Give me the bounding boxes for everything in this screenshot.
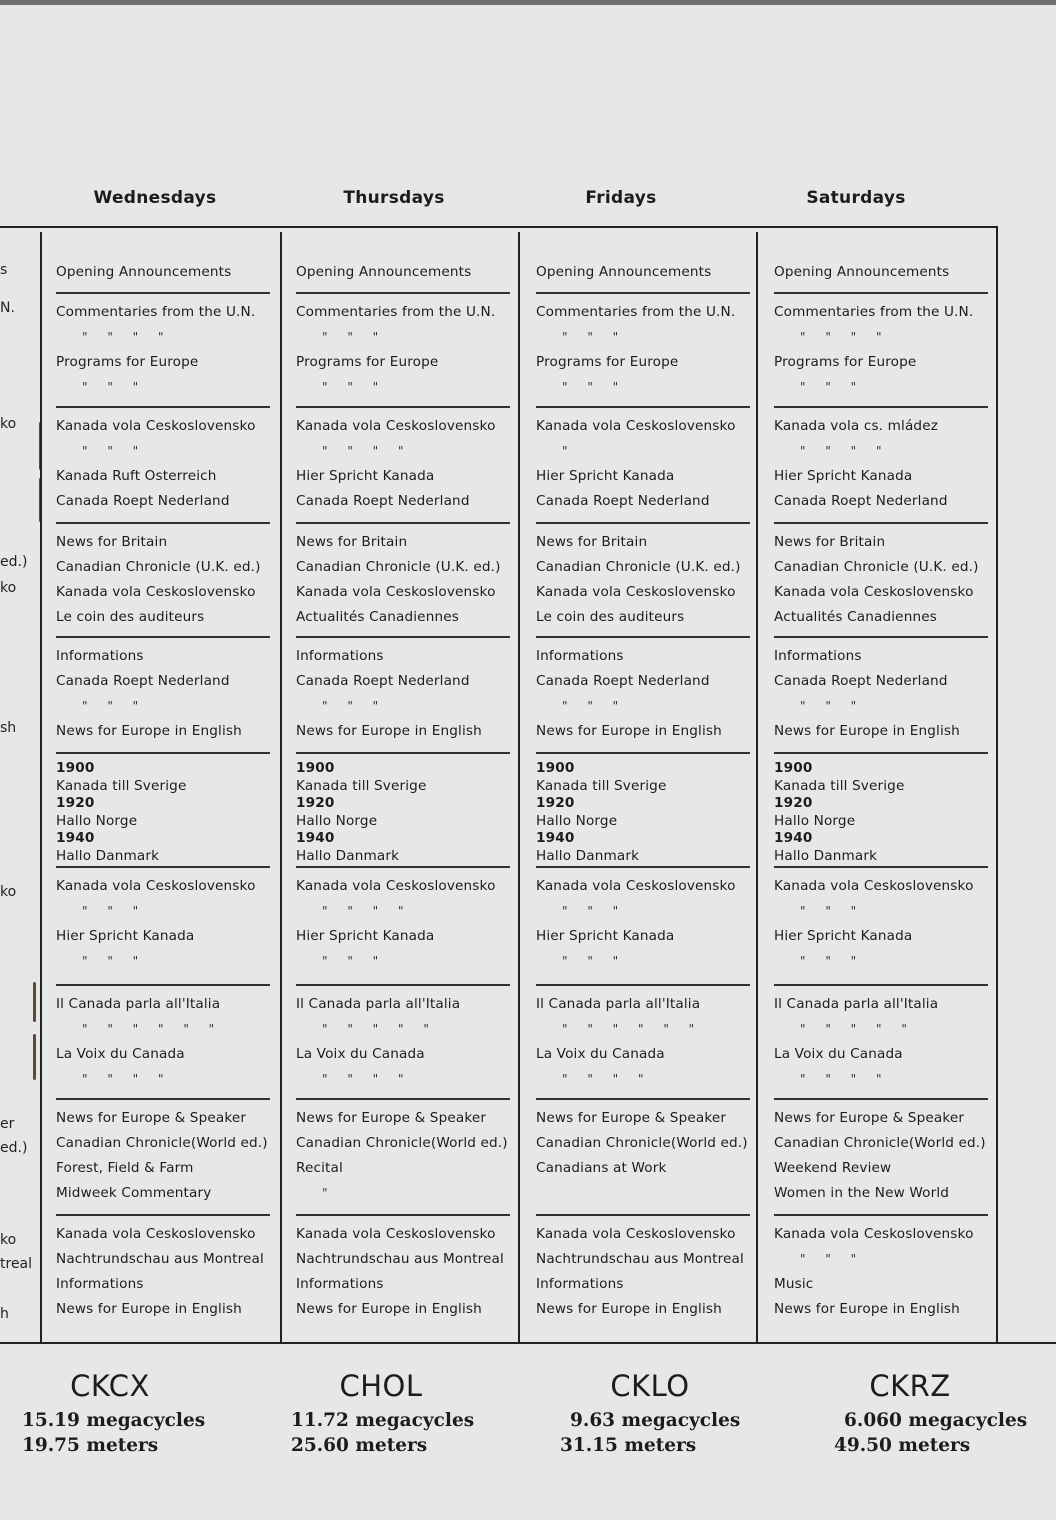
program-name: News for Europe in English	[56, 1301, 242, 1317]
block-separator	[56, 1214, 270, 1216]
program-name: Opening Announcements	[536, 264, 712, 280]
program-name: Hier Spricht Kanada	[536, 928, 675, 944]
program-name: Canada Roept Nederland	[56, 493, 230, 509]
program-block	[56, 260, 270, 285]
program-block	[536, 992, 750, 1092]
program-name: Le coin des auditeurs	[56, 609, 205, 625]
column-divider	[280, 232, 282, 1342]
program-block	[536, 874, 750, 974]
block-separator	[536, 1214, 750, 1216]
program-block	[296, 414, 510, 514]
station-call-sign: CKLO	[610, 1369, 690, 1403]
program-block	[774, 644, 988, 744]
program-block	[296, 300, 510, 400]
program-block	[536, 1106, 750, 1181]
program-name: La Voix du Canada	[774, 1046, 903, 1062]
program-name: News for Europe & Speaker	[536, 1110, 727, 1126]
program-name: News for Britain	[536, 534, 648, 550]
program-name: News for Europe in English	[536, 1301, 722, 1317]
edge-text-fragment: sh	[0, 720, 17, 736]
block-separator	[774, 636, 988, 638]
program-block	[774, 1106, 988, 1206]
program-name: News for Britain	[296, 534, 408, 550]
binding-staple	[33, 982, 36, 1022]
block-separator	[56, 866, 270, 868]
program-time: 1940	[56, 830, 95, 846]
binding-staple	[33, 1034, 36, 1080]
program-block	[296, 992, 510, 1092]
station-ckrz	[800, 1366, 1040, 1458]
schedule-column-saturday	[774, 232, 988, 1342]
ditto-marks: "	[322, 1186, 328, 1200]
program-name: Informations	[536, 648, 624, 664]
program-name: La Voix du Canada	[56, 1046, 185, 1062]
program-time: 1900	[774, 760, 813, 776]
table-right-border	[996, 226, 998, 1342]
program-name: Canada Roept Nederland	[56, 673, 230, 689]
ditto-marks: " " "	[562, 954, 619, 968]
program-name: Music	[774, 1276, 814, 1292]
program-name: Canada Roept Nederland	[536, 673, 710, 689]
program-block	[774, 874, 988, 974]
schedule-column-thursday	[296, 232, 510, 1342]
station-wavelength: 25.60 meters	[291, 1435, 428, 1456]
program-name: Il Canada parla all'Italia	[296, 996, 461, 1012]
block-separator	[296, 522, 510, 524]
program-name: Canadian Chronicle(World ed.)	[774, 1135, 986, 1151]
program-block	[536, 644, 750, 744]
station-wavelength: 49.50 meters	[834, 1435, 971, 1456]
program-block	[56, 992, 270, 1092]
program-block	[296, 874, 510, 974]
program-block	[774, 260, 988, 285]
program-block	[296, 644, 510, 744]
program-time: 1920	[774, 795, 813, 811]
edge-text-fragment: treal	[0, 1256, 33, 1272]
block-separator	[56, 1098, 270, 1100]
program-name: Kanada vola Ceskoslovensko	[56, 878, 256, 894]
program-name: Informations	[56, 1276, 144, 1292]
edge-text-fragment: er	[0, 1116, 15, 1132]
block-separator	[296, 752, 510, 754]
ditto-marks: " " "	[82, 444, 139, 458]
program-time: 1920	[56, 795, 95, 811]
edge-text-fragment: N.	[0, 300, 15, 316]
program-name: Hier Spricht Kanada	[296, 928, 435, 944]
station-wavelength: 19.75 meters	[22, 1435, 159, 1456]
block-separator	[296, 636, 510, 638]
program-name: Hier Spricht Kanada	[774, 468, 913, 484]
ditto-marks: "	[562, 444, 568, 458]
program-name: Kanada Ruft Osterreich	[56, 468, 217, 484]
program-name: Informations	[774, 648, 862, 664]
program-name: News for Europe in English	[774, 1301, 960, 1317]
program-block	[56, 300, 270, 400]
ditto-marks: " " " " " "	[562, 1022, 695, 1036]
program-name: Kanada vola Ceskoslovensko	[56, 1226, 256, 1242]
day-header-wednesday: Wednesdays	[93, 188, 217, 208]
ditto-marks: " " "	[322, 954, 379, 968]
ditto-marks: " " " " " "	[82, 1022, 215, 1036]
program-block	[56, 1106, 270, 1206]
block-separator	[774, 1098, 988, 1100]
program-name: Canadian Chronicle (U.K. ed.)	[296, 559, 501, 575]
program-name: News for Europe in English	[774, 723, 960, 739]
block-separator	[56, 522, 270, 524]
program-block	[774, 414, 988, 514]
ditto-marks: " " "	[800, 699, 857, 713]
program-name: Informations	[296, 648, 384, 664]
station-call-sign: CKRZ	[869, 1369, 951, 1403]
program-name: Hallo Danmark	[296, 848, 400, 864]
program-name: Le coin des auditeurs	[536, 609, 685, 625]
program-name: Hallo Norge	[536, 813, 618, 829]
ditto-marks: " " "	[562, 699, 619, 713]
block-separator	[536, 636, 750, 638]
block-separator	[536, 984, 750, 986]
program-name: Forest, Field & Farm	[56, 1160, 194, 1176]
block-separator	[296, 292, 510, 294]
block-separator	[774, 522, 988, 524]
block-separator	[56, 292, 270, 294]
block-separator	[536, 522, 750, 524]
table-top-rule	[0, 226, 998, 228]
block-separator	[774, 292, 988, 294]
program-name: Programs for Europe	[536, 354, 679, 370]
block-separator	[774, 1214, 988, 1216]
ditto-marks: " " "	[800, 1252, 857, 1266]
ditto-marks: " " "	[800, 954, 857, 968]
program-name: News for Britain	[56, 534, 168, 550]
station-cklo	[540, 1366, 780, 1458]
program-block	[536, 414, 750, 514]
ditto-marks: " " " "	[322, 444, 404, 458]
block-separator	[536, 292, 750, 294]
program-name: Il Canada parla all'Italia	[56, 996, 221, 1012]
day-header-friday: Fridays	[585, 188, 657, 208]
program-name: Kanada vola Ceskoslovensko	[296, 584, 496, 600]
ditto-marks: " " "	[562, 380, 619, 394]
program-name: Canadians at Work	[536, 1160, 667, 1176]
program-name: Kanada vola Ceskoslovensko	[296, 418, 496, 434]
program-name: Recital	[296, 1160, 343, 1176]
ditto-marks: " " " "	[82, 1072, 164, 1086]
program-time: 1940	[774, 830, 813, 846]
block-separator	[774, 984, 988, 986]
program-name: Canadian Chronicle(World ed.)	[56, 1135, 268, 1151]
edge-text-fragment: h	[0, 1306, 9, 1322]
program-name: Hallo Danmark	[774, 848, 878, 864]
program-name: Kanada vola Ceskoslovensko	[536, 418, 736, 434]
program-name: Opening Announcements	[296, 264, 472, 280]
program-name: Women in the New World	[774, 1185, 950, 1201]
program-name: Programs for Europe	[56, 354, 199, 370]
ditto-marks: " " "	[82, 380, 139, 394]
program-name: Hier Spricht Kanada	[296, 468, 435, 484]
ditto-marks: " " " "	[800, 330, 882, 344]
program-name: Commentaries from the U.N.	[56, 304, 256, 320]
program-name: La Voix du Canada	[296, 1046, 425, 1062]
ditto-marks: " " " "	[800, 444, 882, 458]
program-name: Kanada till Sverige	[774, 778, 905, 794]
program-block	[536, 1222, 750, 1322]
program-name: Informations	[536, 1276, 624, 1292]
program-block	[56, 414, 270, 514]
block-separator	[296, 1214, 510, 1216]
program-name: Nachtrundschau aus Montreal	[536, 1251, 744, 1267]
program-name: Programs for Europe	[296, 354, 439, 370]
ditto-marks: " " " "	[322, 904, 404, 918]
program-name: Canadian Chronicle(World ed.)	[296, 1135, 508, 1151]
day-header-saturday: Saturdays	[806, 188, 906, 208]
page-top-edge	[0, 0, 1056, 5]
program-name: Kanada vola Ceskoslovensko	[56, 418, 256, 434]
program-block	[56, 874, 270, 974]
program-time: 1900	[56, 760, 95, 776]
ditto-marks: " " "	[82, 954, 139, 968]
program-name: Canadian Chronicle (U.K. ed.)	[536, 559, 741, 575]
program-name: Informations	[56, 648, 144, 664]
program-name: Kanada till Sverige	[536, 778, 667, 794]
column-divider	[518, 232, 520, 1342]
program-name: Kanada vola Ceskoslovensko	[296, 878, 496, 894]
block-separator	[56, 984, 270, 986]
program-name: Commentaries from the U.N.	[536, 304, 736, 320]
station-frequency: 15.19 megacycles	[22, 1410, 206, 1431]
schedule-column-friday	[536, 232, 750, 1342]
ditto-marks: " " " " "	[322, 1022, 429, 1036]
station-call-sign: CKCX	[70, 1369, 150, 1403]
edge-text-fragment: ko	[0, 1232, 17, 1248]
program-name: Hallo Norge	[774, 813, 856, 829]
program-name: Weekend Review	[774, 1160, 892, 1176]
program-name: Canadian Chronicle (U.K. ed.)	[774, 559, 979, 575]
program-name: Canada Roept Nederland	[536, 493, 710, 509]
edge-text-fragment: ko	[0, 580, 17, 596]
block-separator	[296, 866, 510, 868]
program-block	[296, 260, 510, 285]
block-separator	[56, 636, 270, 638]
program-name: Kanada vola Ceskoslovensko	[774, 584, 974, 600]
program-block	[536, 760, 750, 865]
block-separator	[296, 984, 510, 986]
block-separator	[536, 406, 750, 408]
station-chol	[276, 1366, 516, 1458]
program-name: Canada Roept Nederland	[296, 493, 470, 509]
block-separator	[296, 1098, 510, 1100]
program-block	[296, 530, 510, 630]
station-frequency: 11.72 megacycles	[291, 1410, 475, 1431]
program-name: News for Europe in English	[56, 723, 242, 739]
program-block	[56, 530, 270, 630]
program-name: Commentaries from the U.N.	[774, 304, 974, 320]
program-time: 1920	[296, 795, 335, 811]
block-separator	[536, 1098, 750, 1100]
program-name: Opening Announcements	[56, 264, 232, 280]
program-name: Hier Spricht Kanada	[56, 928, 195, 944]
ditto-marks: " " " " "	[800, 1022, 907, 1036]
edge-text-fragment: ed.)	[0, 554, 28, 570]
program-name: Canada Roept Nederland	[774, 493, 948, 509]
ditto-marks: " " "	[800, 904, 857, 918]
program-name: Kanada vola Ceskoslovensko	[296, 1226, 496, 1242]
program-time: 1900	[296, 760, 335, 776]
ditto-marks: " " "	[562, 904, 619, 918]
program-name: News for Europe & Speaker	[296, 1110, 487, 1126]
program-block	[536, 530, 750, 630]
ditto-marks: " " " "	[800, 1072, 882, 1086]
station-call-sign: CHOL	[339, 1369, 423, 1403]
ditto-marks: " " "	[82, 904, 139, 918]
program-name: Hallo Danmark	[56, 848, 160, 864]
program-block	[56, 760, 270, 865]
block-separator	[774, 406, 988, 408]
program-name: Canada Roept Nederland	[296, 673, 470, 689]
program-name: Hier Spricht Kanada	[774, 928, 913, 944]
block-separator	[774, 752, 988, 754]
program-name: Kanada vola Ceskoslovensko	[536, 584, 736, 600]
program-block	[536, 260, 750, 285]
ditto-marks: " " "	[562, 330, 619, 344]
day-header-thursday: Thursdays	[343, 188, 445, 208]
program-name: Opening Announcements	[774, 264, 950, 280]
station-ckcx	[0, 1366, 240, 1458]
block-separator	[536, 752, 750, 754]
program-name: Kanada vola Ceskoslovensko	[536, 878, 736, 894]
program-block	[56, 1222, 270, 1322]
program-block	[774, 530, 988, 630]
program-name: Programs for Europe	[774, 354, 917, 370]
column-divider	[40, 232, 42, 1342]
program-name: News for Europe & Speaker	[774, 1110, 965, 1126]
block-separator	[774, 866, 988, 868]
station-wavelength: 31.15 meters	[560, 1435, 697, 1456]
program-block	[56, 644, 270, 744]
program-name: News for Europe in English	[296, 1301, 482, 1317]
program-block	[296, 760, 510, 865]
program-name: Il Canada parla all'Italia	[536, 996, 701, 1012]
ditto-marks: " " "	[322, 380, 379, 394]
program-name: Canadian Chronicle(World ed.)	[536, 1135, 748, 1151]
program-block	[774, 760, 988, 865]
edge-text-fragment: s	[0, 262, 8, 278]
program-block	[774, 992, 988, 1092]
program-time: 1940	[536, 830, 575, 846]
program-time: 1920	[536, 795, 575, 811]
program-name: News for Europe in English	[296, 723, 482, 739]
edge-text-fragment: ko	[0, 416, 17, 432]
program-name: Il Canada parla all'Italia	[774, 996, 939, 1012]
table-bottom-rule	[0, 1342, 1056, 1344]
program-name: News for Europe in English	[536, 723, 722, 739]
ditto-marks: " " "	[322, 699, 379, 713]
column-divider	[756, 232, 758, 1342]
program-name: Nachtrundschau aus Montreal	[56, 1251, 264, 1267]
program-name: Hallo Danmark	[536, 848, 640, 864]
edge-text-fragment: ed.)	[0, 1140, 28, 1156]
program-name: Canada Roept Nederland	[774, 673, 948, 689]
program-name: Hier Spricht Kanada	[536, 468, 675, 484]
program-name: Nachtrundschau aus Montreal	[296, 1251, 504, 1267]
station-frequency: 6.060 megacycles	[844, 1410, 1028, 1431]
program-block	[296, 1106, 510, 1206]
schedule-column-wednesday	[56, 232, 270, 1342]
program-name: Kanada vola cs. mládez	[774, 418, 938, 434]
program-name: Hallo Norge	[296, 813, 378, 829]
program-name: Kanada till Sverige	[56, 778, 187, 794]
ditto-marks: " " "	[322, 330, 379, 344]
ditto-marks: " " " "	[562, 1072, 644, 1086]
program-name: Kanada vola Ceskoslovensko	[774, 878, 974, 894]
program-name: Midweek Commentary	[56, 1185, 212, 1201]
program-name: Kanada vola Ceskoslovensko	[56, 584, 256, 600]
program-name: Actualités Canadiennes	[774, 609, 937, 625]
ditto-marks: " " "	[82, 699, 139, 713]
program-name: La Voix du Canada	[536, 1046, 665, 1062]
program-name: Kanada vola Ceskoslovensko	[774, 1226, 974, 1242]
edge-text-fragment: ko	[0, 884, 17, 900]
program-time: 1940	[296, 830, 335, 846]
block-separator	[56, 406, 270, 408]
program-block	[536, 300, 750, 400]
block-separator	[536, 866, 750, 868]
program-name: Informations	[296, 1276, 384, 1292]
program-block	[774, 300, 988, 400]
program-time: 1900	[536, 760, 575, 776]
program-name: Actualités Canadiennes	[296, 609, 459, 625]
program-name: Commentaries from the U.N.	[296, 304, 496, 320]
program-name: Hallo Norge	[56, 813, 138, 829]
ditto-marks: " " "	[800, 380, 857, 394]
ditto-marks: " " " "	[322, 1072, 404, 1086]
block-separator	[296, 406, 510, 408]
program-name: Kanada vola Ceskoslovensko	[536, 1226, 736, 1242]
ditto-marks: " " " "	[82, 330, 164, 344]
block-separator	[56, 752, 270, 754]
program-name: Canadian Chronicle (U.K. ed.)	[56, 559, 261, 575]
program-name: Kanada till Sverige	[296, 778, 427, 794]
program-name: News for Europe & Speaker	[56, 1110, 247, 1126]
program-block	[296, 1222, 510, 1322]
station-frequency: 9.63 megacycles	[570, 1410, 741, 1431]
program-name: News for Britain	[774, 534, 886, 550]
program-block	[774, 1222, 988, 1322]
